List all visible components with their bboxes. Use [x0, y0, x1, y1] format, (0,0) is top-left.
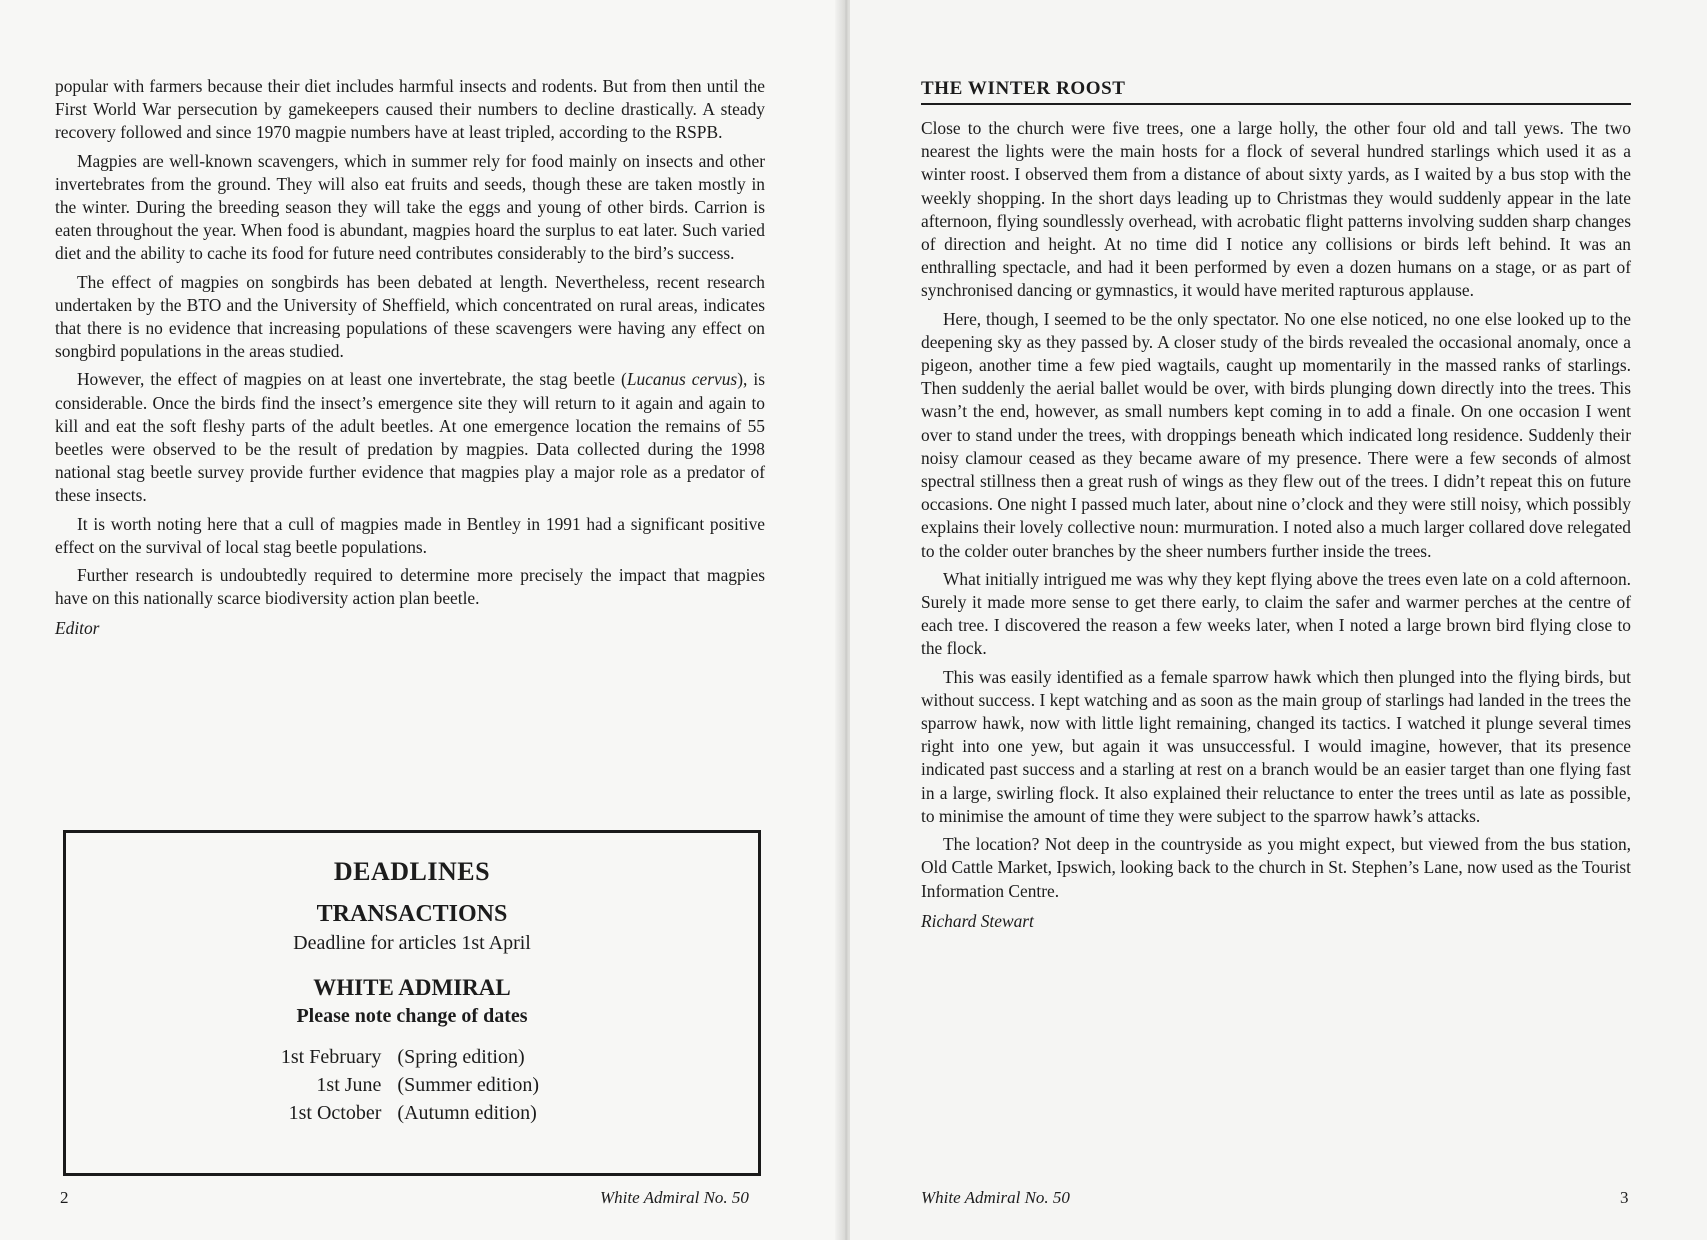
footer-title: White Admiral No. 50: [600, 1188, 749, 1207]
deadline-date: 1st June: [316, 1074, 382, 1096]
article-paragraph: Here, though, I seemed to be the only spectator. No one else noticed, no one else looked up to the deepening sky as they passed by. A closer study of the birds revealed the occasional anomaly, once a pigeon, another time a few pied wagtails, caught up momentarily in the massed ranks of starlings. Then suddenly the aerial ballet would be over, with birds plunging down directly into the trees. This wasn’t the end, however, as small numbers kept coming in to add a finale. On one occasion I went over to stand under the trees, with droppings beneath which indicated long residence. Suddenly their noisy clamour ceased as they became aware of my presence. There were a few seconds of almost spectral stillness then a great rush of wings as they flew out of the trees. I didn’t repeat this on future occasions. One night I passed much later, about nine o’clock and they were still noisy, which possibly explains their lovely collective noun: murmuration. I noted also a much larger collared dove relegated to the colder outer branches by the sheer numbers further inside the trees.: [921, 308, 1631, 561]
article-paragraph: The effect of magpies on songbirds has been debated at length. Nevertheless, recent research undertaken by the BTO and the University of Sheffield, which concentrated on rural areas, indicates that there is no evidence that increasing populations of these scavengers were having any effect on songbird populations in the areas studied.: [55, 271, 765, 362]
deadline-row: [262, 1102, 562, 1130]
transactions-deadline: Deadline for articles 1st April: [293, 932, 531, 954]
left-article-column: [55, 75, 765, 639]
deadlines-title: DEADLINES: [333, 857, 491, 886]
deadlines-box: [63, 830, 761, 1176]
article-title: THE WINTER ROOST: [921, 78, 1126, 99]
article-paragraph: popular with farmers because their diet includes harmful insects and rodents. But from then until the First World War persecution by gamekeepers caused their numbers to decline drastically. A steady recovery followed and since 1970 magpie numbers have at least tripled, according to the RSPB.: [55, 76, 765, 143]
deadline-edition: (Summer edition): [397, 1074, 540, 1096]
white-admiral-heading: WHITE ADMIRAL: [313, 975, 511, 1000]
footer-title: White Admiral No. 50: [921, 1188, 1070, 1207]
paragraph-text: However, the effect of magpies on at least one invertebrate, the stag beetle (: [77, 369, 627, 390]
deadline-date: 1st October: [288, 1102, 382, 1124]
article-paragraph: The location? Not deep in the countryside as you might expect, but viewed from the bus station, Old Cattle Market, Ipswich, looking back to the church in St. Stephen’s Lane, now used as the Tourist Information Centre.: [921, 834, 1631, 901]
page-number: 2: [60, 1188, 69, 1207]
deadline-row: [262, 1074, 562, 1102]
author-signature: Editor: [55, 618, 100, 639]
page-number: 3: [1620, 1188, 1629, 1207]
deadline-edition: (Autumn edition): [397, 1102, 537, 1124]
article-paragraph: What initially intrigued me was why they kept flying above the trees even late on a cold afternoon. Surely it made more sense to get there early, to claim the safer and warmer perches at the centre of each tree. I discovered the reason a few weeks later, when I noted a large brown bird flying close to the flock.: [921, 568, 1631, 659]
deadline-row: [262, 1046, 562, 1074]
deadline-dates-table: [262, 1046, 562, 1130]
deadline-edition: (Spring edition): [397, 1046, 525, 1068]
article-heading-rule: [921, 78, 1631, 105]
change-note: Please note change of dates: [296, 1005, 528, 1027]
article-paragraph: Magpies are well-known scavengers, which in summer rely for food mainly on insects and other invertebrates from the ground. They will also eat fruits and seeds, though these are taken mostly in the winter. During the breeding season they will take the eggs and young of other birds. Carrion is eaten throughout the year. When food is abundant, magpies hoard the surplus to eat later. Such varied diet and the ability to cache its food for future need contributes considerably to the bird’s success.: [55, 150, 765, 264]
article-paragraph: Close to the church were five trees, one a large holly, the other four old and tall yews. The two nearest the lights were the main hosts for a flock of several hundred starlings which used it as a winter roost. I observed them from a distance of about sixty yards, as I waited by a bus stop with the weekly shopping. In the short days leading up to Christmas they would suddenly appear in the late afternoon, flying soundlessly overhead, with acrobatic flight patterns involving sudden sharp changes of direction and height. At no time did I notice any collisions or birds left behind. It was an enthralling spectacle, and had it been performed by even a dozen humans on a stage, or as part of synchronised dancing or gymnastics, it would have merited rapturous applause.: [921, 118, 1631, 301]
right-article-column: [921, 78, 1631, 932]
stag-beetle-paragraph: [55, 368, 765, 507]
left-page: [0, 0, 845, 1240]
paragraph-text: ), is considerable. Once the birds find the insect’s emergence site they will return to it again and again to kill and eat the soft fleshy parts of the adult beetles. At one emergence location the remains of 55 beetles were observed to be the result of predation by magpies. Data collected during the 1998 national stag beetle survey provide further evidence that magpies play a major role as a predator of these insects.: [55, 369, 765, 506]
author-signature: Richard Stewart: [921, 910, 1034, 931]
article-paragraph: It is worth noting here that a cull of magpies made in Bentley in 1991 had a significant positive effect on the survival of local stag beetle populations.: [55, 513, 765, 557]
article-paragraph: Further research is undoubtedly required to determine more precisely the impact that magpies have on this nationally scarce biodiversity action plan beetle.: [55, 565, 765, 609]
latin-name: Lucanus cervus: [626, 369, 738, 390]
deadline-date: 1st February: [280, 1046, 382, 1068]
article-paragraph: This was easily identified as a female sparrow hawk which then plunged into the flying birds, but without success. I kept watching and as soon as the main group of starlings had landed in the trees the sparrow hawk, now with little light remaining, changed its tactics. I watched it plunge several times right into one yew, but again it was unsuccessful. I would imagine, however, that its presence indicated past success and a starling at rest on a branch would be an easier target than one flying fast in a large, swirling flock. It also explained their reluctance to enter the trees until as late as possible, to minimise the amount of time they were subject to the sparrow hawk’s attacks.: [921, 666, 1631, 826]
transactions-heading: TRANSACTIONS: [316, 901, 508, 927]
